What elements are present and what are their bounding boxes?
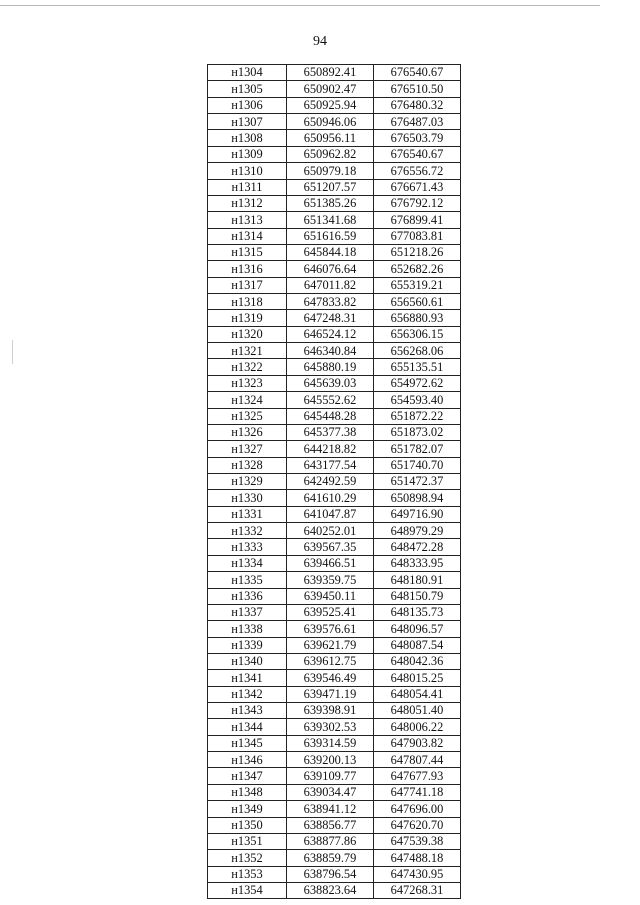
y-coordinate-cell: 648096.57	[374, 621, 461, 637]
table-row	[208, 473, 461, 489]
table-row	[208, 784, 461, 800]
coordinates-table-body	[208, 65, 461, 899]
y-coordinate-cell: 676792.12	[374, 195, 461, 211]
x-coordinate-cell: 639546.49	[287, 670, 374, 686]
table-row	[208, 523, 461, 539]
point-id-cell: н1337	[208, 604, 287, 620]
y-coordinate-cell: 656560.61	[374, 294, 461, 310]
table-row	[208, 359, 461, 375]
point-id-cell: н1348	[208, 784, 287, 800]
table-row	[208, 555, 461, 571]
x-coordinate-cell: 650902.47	[287, 81, 374, 97]
point-id-cell: н1332	[208, 523, 287, 539]
point-id-cell: н1330	[208, 490, 287, 506]
x-coordinate-cell: 650892.41	[287, 65, 374, 81]
scan-margin-mark	[12, 340, 13, 364]
point-id-cell: н1314	[208, 228, 287, 244]
point-id-cell: н1353	[208, 866, 287, 882]
x-coordinate-cell: 645639.03	[287, 375, 374, 391]
x-coordinate-cell: 650925.94	[287, 97, 374, 113]
x-coordinate-cell: 641047.87	[287, 506, 374, 522]
x-coordinate-cell: 642492.59	[287, 473, 374, 489]
point-id-cell: н1324	[208, 392, 287, 408]
coordinates-table	[207, 64, 461, 899]
x-coordinate-cell: 645880.19	[287, 359, 374, 375]
point-id-cell: н1331	[208, 506, 287, 522]
table-row	[208, 686, 461, 702]
y-coordinate-cell: 656268.06	[374, 343, 461, 359]
y-coordinate-cell: 648087.54	[374, 637, 461, 653]
x-coordinate-cell: 651616.59	[287, 228, 374, 244]
table-row	[208, 343, 461, 359]
point-id-cell: н1323	[208, 375, 287, 391]
table-row	[208, 457, 461, 473]
y-coordinate-cell: 676540.67	[374, 146, 461, 162]
y-coordinate-cell: 654972.62	[374, 375, 461, 391]
table-row	[208, 97, 461, 113]
x-coordinate-cell: 647833.82	[287, 294, 374, 310]
y-coordinate-cell: 650898.94	[374, 490, 461, 506]
point-id-cell: н1319	[208, 310, 287, 326]
x-coordinate-cell: 646524.12	[287, 326, 374, 342]
x-coordinate-cell: 639398.91	[287, 703, 374, 719]
table-row	[208, 604, 461, 620]
y-coordinate-cell: 655135.51	[374, 359, 461, 375]
x-coordinate-cell: 650946.06	[287, 114, 374, 130]
point-id-cell: н1322	[208, 359, 287, 375]
y-coordinate-cell: 656306.15	[374, 326, 461, 342]
point-id-cell: н1320	[208, 326, 287, 342]
y-coordinate-cell: 647741.18	[374, 784, 461, 800]
point-id-cell: н1344	[208, 719, 287, 735]
x-coordinate-cell: 650979.18	[287, 163, 374, 179]
x-coordinate-cell: 640252.01	[287, 523, 374, 539]
point-id-cell: н1339	[208, 637, 287, 653]
x-coordinate-cell: 638877.86	[287, 833, 374, 849]
table-row	[208, 261, 461, 277]
y-coordinate-cell: 648135.73	[374, 604, 461, 620]
y-coordinate-cell: 649716.90	[374, 506, 461, 522]
point-id-cell: н1311	[208, 179, 287, 195]
x-coordinate-cell: 643177.54	[287, 457, 374, 473]
table-row	[208, 294, 461, 310]
x-coordinate-cell: 639471.19	[287, 686, 374, 702]
point-id-cell: н1316	[208, 261, 287, 277]
point-id-cell: н1328	[208, 457, 287, 473]
point-id-cell: н1327	[208, 441, 287, 457]
point-id-cell: н1307	[208, 114, 287, 130]
table-row	[208, 146, 461, 162]
y-coordinate-cell: 651782.07	[374, 441, 461, 457]
table-row	[208, 130, 461, 146]
table-row	[208, 621, 461, 637]
table-row	[208, 65, 461, 81]
table-row	[208, 490, 461, 506]
point-id-cell: н1342	[208, 686, 287, 702]
y-coordinate-cell: 648015.25	[374, 670, 461, 686]
point-id-cell: н1304	[208, 65, 287, 81]
y-coordinate-cell: 648051.40	[374, 703, 461, 719]
point-id-cell: н1335	[208, 572, 287, 588]
x-coordinate-cell: 645448.28	[287, 408, 374, 424]
point-id-cell: н1308	[208, 130, 287, 146]
point-id-cell: н1318	[208, 294, 287, 310]
y-coordinate-cell: 647807.44	[374, 752, 461, 768]
point-id-cell: н1341	[208, 670, 287, 686]
y-coordinate-cell: 676671.43	[374, 179, 461, 195]
point-id-cell: н1315	[208, 244, 287, 260]
y-coordinate-cell: 648006.22	[374, 719, 461, 735]
point-id-cell: н1305	[208, 81, 287, 97]
point-id-cell: н1326	[208, 424, 287, 440]
point-id-cell: н1325	[208, 408, 287, 424]
point-id-cell: н1351	[208, 833, 287, 849]
x-coordinate-cell: 647011.82	[287, 277, 374, 293]
table-row	[208, 637, 461, 653]
y-coordinate-cell: 648150.79	[374, 588, 461, 604]
point-id-cell: н1340	[208, 653, 287, 669]
table-row	[208, 735, 461, 751]
y-coordinate-cell: 676510.50	[374, 81, 461, 97]
x-coordinate-cell: 651385.26	[287, 195, 374, 211]
x-coordinate-cell: 647248.31	[287, 310, 374, 326]
y-coordinate-cell: 651472.37	[374, 473, 461, 489]
point-id-cell: н1312	[208, 195, 287, 211]
x-coordinate-cell: 638941.12	[287, 801, 374, 817]
table-row	[208, 539, 461, 555]
x-coordinate-cell: 639314.59	[287, 735, 374, 751]
y-coordinate-cell: 647268.31	[374, 882, 461, 898]
table-row	[208, 441, 461, 457]
table-row	[208, 801, 461, 817]
table-row	[208, 506, 461, 522]
x-coordinate-cell: 639621.79	[287, 637, 374, 653]
point-id-cell: н1309	[208, 146, 287, 162]
x-coordinate-cell: 639450.11	[287, 588, 374, 604]
y-coordinate-cell: 652682.26	[374, 261, 461, 277]
point-id-cell: н1306	[208, 97, 287, 113]
table-row	[208, 424, 461, 440]
y-coordinate-cell: 647696.00	[374, 801, 461, 817]
x-coordinate-cell: 638859.79	[287, 850, 374, 866]
y-coordinate-cell: 655319.21	[374, 277, 461, 293]
point-id-cell: н1317	[208, 277, 287, 293]
y-coordinate-cell: 648979.29	[374, 523, 461, 539]
point-id-cell: н1354	[208, 882, 287, 898]
table-row	[208, 163, 461, 179]
table-row	[208, 653, 461, 669]
table-row	[208, 326, 461, 342]
x-coordinate-cell: 638856.77	[287, 817, 374, 833]
table-row	[208, 114, 461, 130]
table-row	[208, 179, 461, 195]
y-coordinate-cell: 647430.95	[374, 866, 461, 882]
x-coordinate-cell: 638796.54	[287, 866, 374, 882]
table-row	[208, 310, 461, 326]
table-row	[208, 670, 461, 686]
point-id-cell: н1329	[208, 473, 287, 489]
table-row	[208, 752, 461, 768]
y-coordinate-cell: 647620.70	[374, 817, 461, 833]
x-coordinate-cell: 641610.29	[287, 490, 374, 506]
y-coordinate-cell: 656880.93	[374, 310, 461, 326]
x-coordinate-cell: 651341.68	[287, 212, 374, 228]
y-coordinate-cell: 648054.41	[374, 686, 461, 702]
y-coordinate-cell: 647539.38	[374, 833, 461, 849]
page-number: 94	[313, 34, 327, 49]
x-coordinate-cell: 650956.11	[287, 130, 374, 146]
table-row	[208, 228, 461, 244]
point-id-cell: н1313	[208, 212, 287, 228]
table-row	[208, 212, 461, 228]
y-coordinate-cell: 647677.93	[374, 768, 461, 784]
table-row	[208, 833, 461, 849]
y-coordinate-cell: 651873.02	[374, 424, 461, 440]
y-coordinate-cell: 651218.26	[374, 244, 461, 260]
point-id-cell: н1347	[208, 768, 287, 784]
table-row	[208, 719, 461, 735]
table-row	[208, 195, 461, 211]
table-row	[208, 375, 461, 391]
y-coordinate-cell: 676556.72	[374, 163, 461, 179]
point-id-cell: н1343	[208, 703, 287, 719]
y-coordinate-cell: 676503.79	[374, 130, 461, 146]
y-coordinate-cell: 648180.91	[374, 572, 461, 588]
table-row	[208, 244, 461, 260]
point-id-cell: н1349	[208, 801, 287, 817]
x-coordinate-cell: 645377.38	[287, 424, 374, 440]
y-coordinate-cell: 648042.36	[374, 653, 461, 669]
x-coordinate-cell: 644218.82	[287, 441, 374, 457]
y-coordinate-cell: 647488.18	[374, 850, 461, 866]
point-id-cell: н1352	[208, 850, 287, 866]
point-id-cell: н1338	[208, 621, 287, 637]
table-row	[208, 408, 461, 424]
table-row	[208, 850, 461, 866]
x-coordinate-cell: 639567.35	[287, 539, 374, 555]
y-coordinate-cell: 651872.22	[374, 408, 461, 424]
x-coordinate-cell: 645844.18	[287, 244, 374, 260]
x-coordinate-cell: 639359.75	[287, 572, 374, 588]
table-row	[208, 817, 461, 833]
x-coordinate-cell: 646076.64	[287, 261, 374, 277]
x-coordinate-cell: 639612.75	[287, 653, 374, 669]
table-row	[208, 588, 461, 604]
point-id-cell: н1336	[208, 588, 287, 604]
x-coordinate-cell: 646340.84	[287, 343, 374, 359]
y-coordinate-cell: 651740.70	[374, 457, 461, 473]
point-id-cell: н1310	[208, 163, 287, 179]
x-coordinate-cell: 650962.82	[287, 146, 374, 162]
x-coordinate-cell: 639302.53	[287, 719, 374, 735]
x-coordinate-cell: 651207.57	[287, 179, 374, 195]
x-coordinate-cell: 639525.41	[287, 604, 374, 620]
y-coordinate-cell: 647903.82	[374, 735, 461, 751]
point-id-cell: н1346	[208, 752, 287, 768]
table-row	[208, 768, 461, 784]
point-id-cell: н1334	[208, 555, 287, 571]
table-row	[208, 882, 461, 898]
x-coordinate-cell: 639034.47	[287, 784, 374, 800]
x-coordinate-cell: 639466.51	[287, 555, 374, 571]
table-row	[208, 277, 461, 293]
x-coordinate-cell: 638823.64	[287, 882, 374, 898]
y-coordinate-cell: 648333.95	[374, 555, 461, 571]
table-row	[208, 866, 461, 882]
y-coordinate-cell: 676540.67	[374, 65, 461, 81]
y-coordinate-cell: 676487.03	[374, 114, 461, 130]
table-row	[208, 703, 461, 719]
y-coordinate-cell: 676899.41	[374, 212, 461, 228]
x-coordinate-cell: 639576.61	[287, 621, 374, 637]
y-coordinate-cell: 654593.40	[374, 392, 461, 408]
y-coordinate-cell: 648472.28	[374, 539, 461, 555]
table-row	[208, 81, 461, 97]
point-id-cell: н1345	[208, 735, 287, 751]
x-coordinate-cell: 639109.77	[287, 768, 374, 784]
page-top-rule	[0, 5, 600, 6]
table-row	[208, 572, 461, 588]
point-id-cell: н1350	[208, 817, 287, 833]
y-coordinate-cell: 677083.81	[374, 228, 461, 244]
x-coordinate-cell: 645552.62	[287, 392, 374, 408]
x-coordinate-cell: 639200.13	[287, 752, 374, 768]
y-coordinate-cell: 676480.32	[374, 97, 461, 113]
table-row	[208, 392, 461, 408]
point-id-cell: н1321	[208, 343, 287, 359]
point-id-cell: н1333	[208, 539, 287, 555]
